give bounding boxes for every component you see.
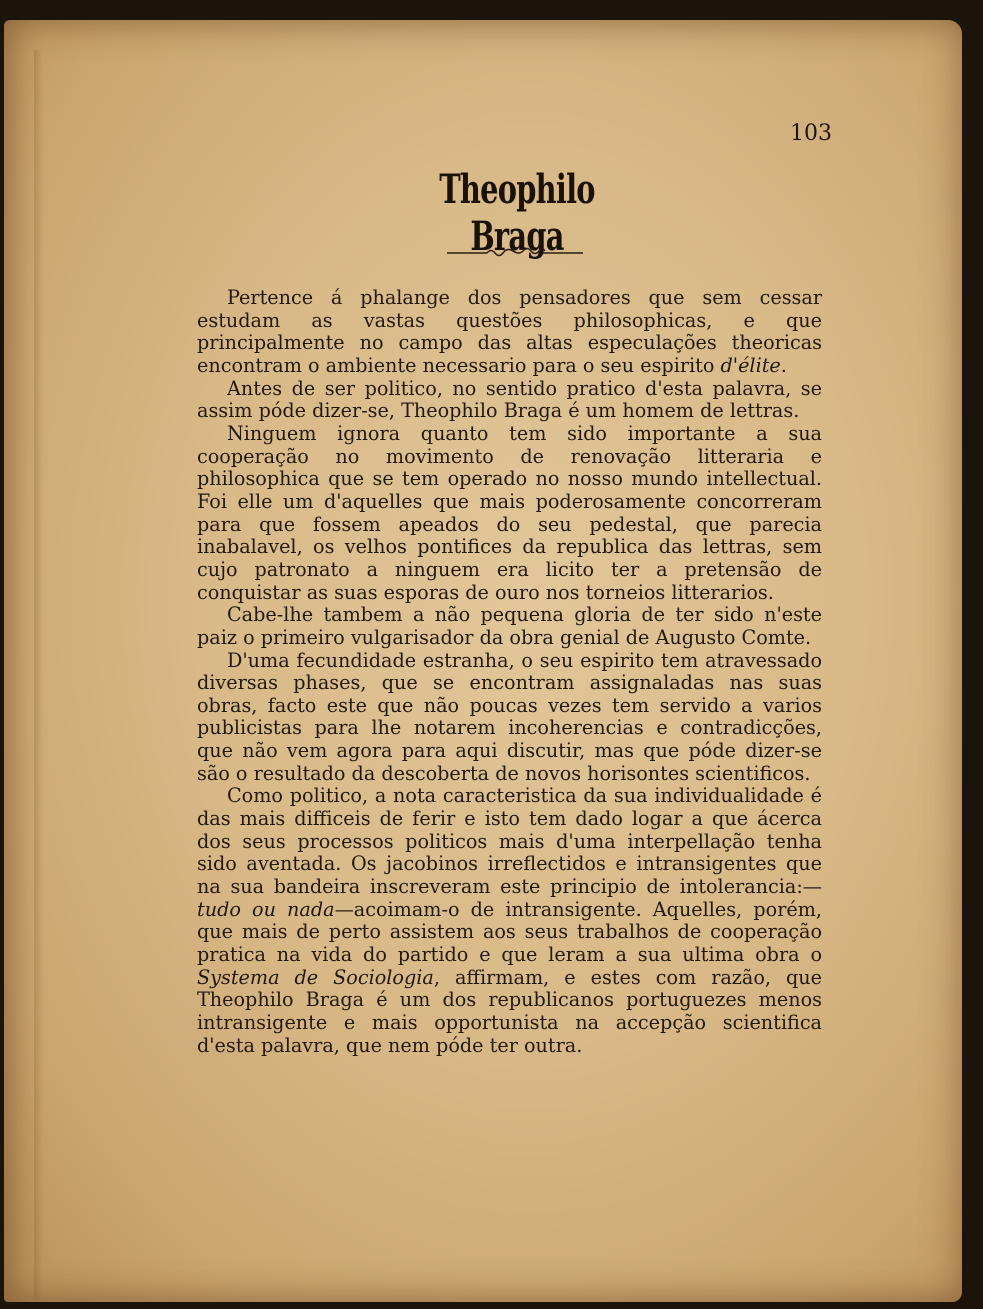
page-number: 103 — [790, 121, 832, 146]
page-spine-shadow — [34, 50, 42, 1300]
paragraph-5: D'uma fecundidade estranha, o seu espirito tem atravessado diversas phases, que se encontram assignaladas nas suas obras, facto este que não poucas vezes tem servido a varios publicistas para lhe notarem incoherencias e contradicções, que não vem agora para aqui discutir, mas que póde dizer-se são o resultado da descoberta de novos horisontes scientificos. — [197, 648, 822, 785]
paragraph-2: Antes de ser politico, no sentido pratico d'esta palavra, se assim póde dizer-se, Theophilo Braga é um homem de lettras. — [197, 376, 822, 423]
chapter-title: Theophilo Braga — [439, 166, 595, 260]
paragraph-4: Cabe-lhe tambem a não pequena gloria de ter sido n'este paiz o primeiro vulgarisador da obra genial de Augusto Comte. — [197, 603, 822, 649]
paragraph-3: Ninguem ignora quanto tem sido importante a sua cooperação no movimento de renovação litteraria e philosophica que se tem operado no nosso mundo intellectual. Foi elle um d'aquelles que mais poderosamente concorreram para que fossem apeados do seu pedestal, que parecia inabalavel, os velhos pontifices da republica das lettras, sem cujo patronato a ninguem era licito ter a pretensão de conquistar as suas esporas de ouro nos torneios litterarios. — [197, 421, 822, 604]
title-ornament-divider — [447, 244, 583, 260]
article-body — [197, 287, 822, 1057]
paragraph-6: Como politico, a nota caracteristica da sua individualidade é das mais difficeis de ferir e isto tem dado logar a que ácerca dos seus processos politicos mais d'uma interpellação tenha sido aventada. Os jacobinos irreflectidos e intransigentes que na sua bandeira inscreveram este principio de intolerancia:—tudo ou nada—acoimam-o de intransigente. Aquelles, porém, que mais de perto assistem aos seus trabalhos de cooperação pratica na vida do partido e que leram a sua ultima obra o Systema de Sociologia, affirmam, e estes com razão, que Theophilo Braga é um dos republicanos portuguezes menos intransigente e mais opportunista na accepção scientifica d'esta palavra, que nem póde ter outra. — [197, 784, 823, 1057]
paragraph-1: Pertence á phalange dos pensadores que sem cessar estudam as vastas questões philosophicas, e que principalmente no campo das altas especulações theoricas encontram o ambiente necessario para o seu espirito d'élite. — [197, 286, 822, 377]
